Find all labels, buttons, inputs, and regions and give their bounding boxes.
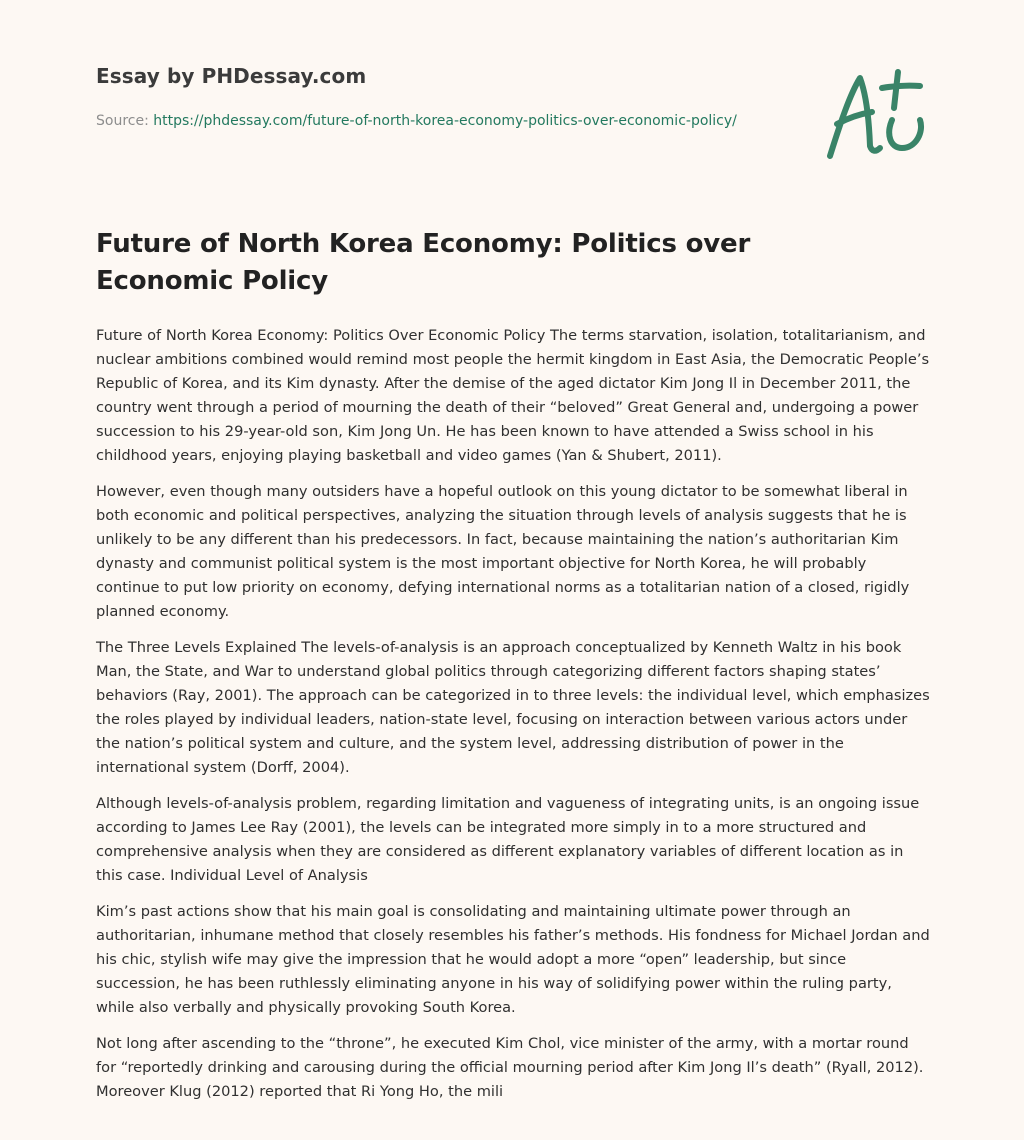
essay-paragraph: Kim’s past actions show that his main goal is consolidating and maintaining ultimate power through an authoritarian, inhumane method that closely resembles his father’s methods. His fondness for Michael Jordan and his chic, stylish wife may give the impression that he would adopt a more “open” leadership, but since succession, he has been ruthlessly eliminating anyone in his way of solidifying power within the ruling party, while also verbally and physically provoking South Korea.	[96, 903, 930, 1016]
essay-paragraph: Not long after ascending to the “throne”, he executed Kim Chol, vice minister of the army, with a mortar round for “reportedly drinking and carousing during the official mourning period after Kim Jong Il’s death” (Ryall, 2012). Moreover Klug (2012) reported that Ri Yong Ho, the mili	[96, 1035, 924, 1100]
essay-paragraph: Although levels-of-analysis problem, regarding limitation and vagueness of integrating units, is an ongoing issue according to James Lee Ray (2001), the levels can be integrated more simply in to a more structured and comprehensive analysis when they are considered as different explanatory variables of different location as in this case. Individual Level of Analysis	[96, 795, 920, 884]
site-brand: Essay by PHDessay.com	[96, 64, 367, 88]
essay-paragraph: The Three Levels Explained The levels-of-analysis is an approach conceptualized by Kenneth Waltz in his book Man, the State, and War to understand global politics through categorizing different factors shaping states’ behaviors (Ray, 2001). The approach can be categorized in to three levels: the individual level, which emphasizes the roles played by individual leaders, nation-state level, focusing on interaction between various actors under the nation’s political system and culture, and the system level, addressing distribution of power in the international system (Dorff, 2004).	[96, 639, 930, 776]
source-link[interactable]: https://phdessay.com/future-of-north-korea-economy-politics-over-economic-policy/	[153, 113, 737, 129]
essay-body	[96, 324, 932, 1116]
source-label: Source:	[96, 113, 149, 129]
a-plus-logo-icon	[820, 64, 930, 168]
essay-paragraph: Future of North Korea Economy: Politics Over Economic Policy The terms starvation, isolation, totalitarianism, and nuclear ambitions combined would remind most people the hermit kingdom in East Asia, the Democratic People’s Republic of Korea, and its Kim dynasty. After the demise of the aged dictator Kim Jong Il in December 2011, the country went through a period of mourning the death of their “beloved” Great General and, undergoing a power succession to his 29-year-old son, Kim Jong Un. He has been known to have attended a Swiss school in his childhood years, enjoying playing basketball and video games (Yan & Shubert, 2011).	[96, 327, 930, 464]
source-line	[96, 111, 756, 132]
essay-paragraph: However, even though many outsiders have a hopeful outlook on this young dictator to be somewhat liberal in both economic and political perspectives, analyzing the situation through levels of analysis suggests that he is unlikely to be any different than his predecessors. In fact, because maintaining the nation’s authoritarian Kim dynasty and communist political system is the most important objective for North Korea, he will probably continue to put low priority on economy, defying international norms as a totalitarian nation of a closed, rigidly planned economy.	[96, 483, 910, 620]
essay-title: Future of North Korea Economy: Politics over Economic Policy	[96, 229, 751, 296]
